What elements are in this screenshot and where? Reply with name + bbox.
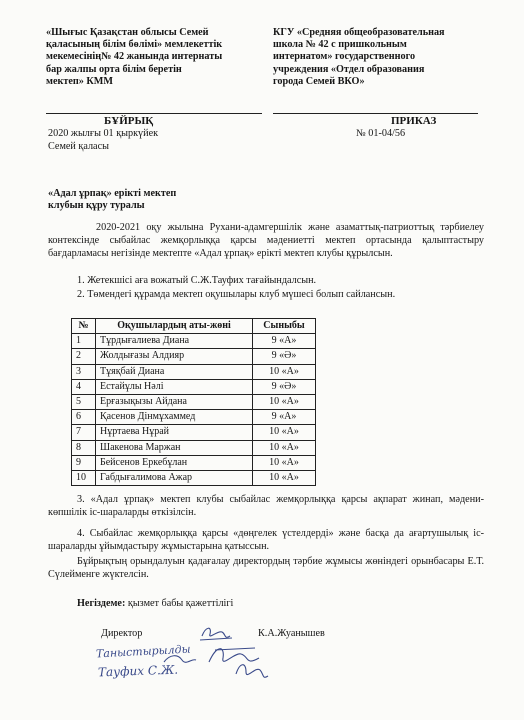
cell-name: Жолдығазы Алдияр — [96, 349, 253, 364]
cell-number: 2 — [72, 349, 96, 364]
table-row — [72, 470, 316, 485]
table-row — [72, 455, 316, 470]
basis-label: Негіздеме: — [77, 598, 126, 609]
cell-number: 7 — [72, 425, 96, 440]
cell-class: 9 «А» — [253, 334, 316, 349]
cell-name: Естайұлы Нәлі — [96, 379, 253, 394]
table-row — [72, 440, 316, 455]
column-header-number: № — [72, 319, 96, 334]
handwritten-acknowledged: Таныстырылды — [95, 642, 191, 661]
cell-class: 10 «А» — [253, 470, 316, 485]
header-right-line: города Семей ВКО» — [273, 75, 365, 87]
cell-name: Ерғазықызы Айдана — [96, 394, 253, 409]
header-left-line: қаласының білім бөлімі» мемлекеттік — [46, 39, 223, 51]
header-divider-left — [46, 113, 262, 114]
order-title-ru: ПРИКАЗ — [391, 115, 437, 127]
table-row — [72, 379, 316, 394]
cell-class: 10 «А» — [253, 394, 316, 409]
control-paragraph: Бұйрықтың орындалуын қадағалау директордың тәрбие жұмысы жөніндегі орынбасары Е.Т. Сүлейменге жүктелсін. — [48, 556, 484, 580]
header-divider-right — [273, 113, 478, 114]
cell-name: Бейсенов Еркебұлан — [96, 455, 253, 470]
order-title-kz: БҰЙРЫҚ — [104, 115, 154, 127]
handwritten-mark — [160, 650, 200, 670]
students-table — [71, 318, 316, 486]
table-row — [72, 425, 316, 440]
cell-class: 9 «Ә» — [253, 349, 316, 364]
cell-class: 10 «А» — [253, 455, 316, 470]
cell-class: 9 «Ә» — [253, 379, 316, 394]
cell-name: Шакенова Маржан — [96, 440, 253, 455]
director-signature — [196, 622, 236, 644]
order-number: № 01-04/56 — [356, 128, 406, 139]
header-left-line: бар жалпы орта білім беретін — [46, 63, 182, 75]
cell-number: 6 — [72, 410, 96, 425]
header-right — [273, 27, 488, 88]
header-left — [46, 27, 261, 88]
signature-name: К.А.Жуанышев — [258, 628, 325, 639]
signature-role: Директор — [101, 628, 143, 639]
item-1: 1. Жетекшісі аға вожатый С.Ж.Тауфих тағайындалсын. — [77, 275, 317, 286]
intro-paragraph: 2020-2021 оқу жылына Рухани-адамгершілік және азаматтық-патриоттық тәрбиелеу контексінде сыбайлас жемқорлыққа қарсы мәдениетті мектеп ортасында қалыптастыру бағдарламасы негізінде мектепте «Адал ұрпақ» ерікті мектеп клубы құрылсын. — [48, 222, 484, 259]
order-city: Семей қаласы — [48, 141, 109, 152]
table-header-row — [72, 319, 316, 334]
cell-number: 1 — [72, 334, 96, 349]
cell-name: Габдығалимова Ажар — [96, 470, 253, 485]
order-subject — [48, 188, 176, 212]
header-left-line: мекемесінің№ 42 жанында интернаты — [46, 51, 223, 63]
cell-number: 4 — [72, 379, 96, 394]
table-row — [72, 349, 316, 364]
cell-number: 10 — [72, 470, 96, 485]
cell-class: 10 «А» — [253, 364, 316, 379]
column-header-class: Сыныбы — [253, 319, 316, 334]
cell-name: Нұртаева Нұрай — [96, 425, 253, 440]
table-row — [72, 334, 316, 349]
cell-number: 8 — [72, 440, 96, 455]
header-left-line: «Шығыс Қазақстан облысы Семей — [46, 27, 209, 38]
header-right-line: учреждения «Отдел образования — [273, 63, 425, 75]
table-row — [72, 394, 316, 409]
header-left-line: мектеп» КММ — [46, 75, 113, 87]
cell-number: 5 — [72, 394, 96, 409]
cell-class: 10 «А» — [253, 440, 316, 455]
item-2: 2. Төмендегі құрамда мектеп оқушылары клуб мүшесі болып сайлансын. — [77, 289, 396, 300]
cell-number: 9 — [72, 455, 96, 470]
column-header-name: Оқушылардың аты-жөні — [96, 319, 253, 334]
header-right-line: КГУ «Средняя общеобразовательная — [273, 27, 445, 38]
table-row — [72, 410, 316, 425]
order-date: 2020 жылғы 01 қыркүйек — [48, 128, 159, 139]
subject-line: клубын құру туралы — [48, 200, 145, 212]
cell-name: Тұрдығалиева Диана — [96, 334, 253, 349]
header-right-line: интернатом» государственного — [273, 51, 416, 63]
basis-text: қызмет бабы қажеттілігі — [125, 598, 234, 609]
handwritten-name: Тауфих С.Ж. — [97, 662, 179, 680]
table-row — [72, 364, 316, 379]
header-right-line: школа № 42 с пришкольным — [273, 39, 407, 51]
cell-name: Қасенов Дінмұхаммед — [96, 410, 253, 425]
handwritten-signature-2 — [232, 656, 272, 684]
cell-class: 9 «А» — [253, 410, 316, 425]
basis-line — [77, 598, 233, 610]
item-4: 4. Сыбайлас жемқорлыққа қарсы «дөңгелек үстелдерді» және басқа да ағартушылық іс-шараларды ұйымдастыру жұмыстарына қатыссын. — [48, 528, 484, 552]
cell-number: 3 — [72, 364, 96, 379]
cell-name: Тұяқбай Диана — [96, 364, 253, 379]
subject-line: «Адал ұрпақ» ерікті мектеп — [48, 188, 177, 199]
cell-class: 10 «А» — [253, 425, 316, 440]
item-3: 3. «Адал ұрпақ» мектеп клубы сыбайлас жемқорлыққа қарсы ақпарат жинап, мәдени-көпшілік іс-шараларды өткізілсін. — [48, 494, 484, 518]
